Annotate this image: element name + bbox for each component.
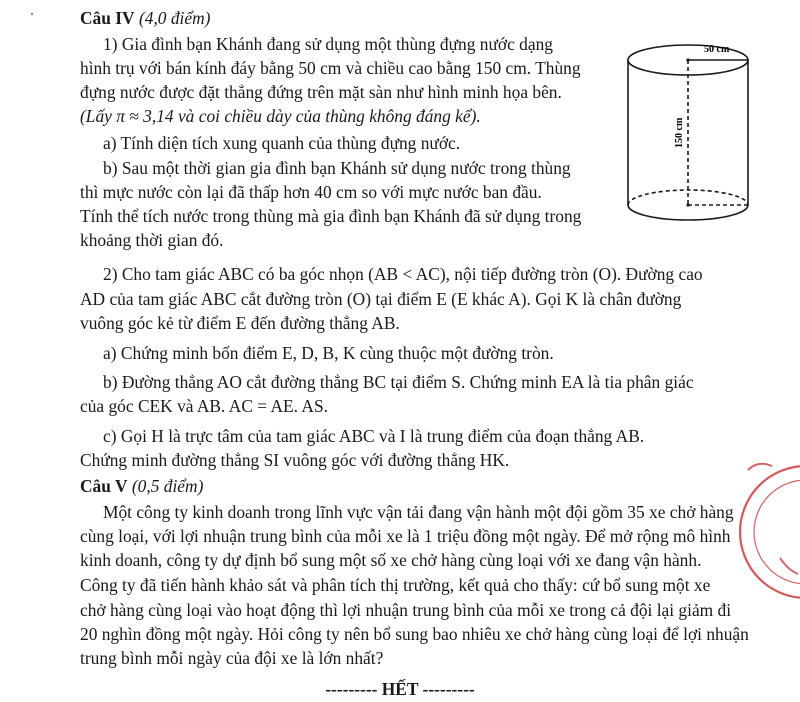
q4-p1-b-line-1: b) Sau một thời gian gia đình bạn Khánh sử dụng nước trong thùng (103, 158, 571, 178)
q4-p2-line-1: 2) Cho tam giác ABC có ba góc nhọn (AB < AC), nội tiếp đường tròn (O). Đường cao (103, 264, 703, 284)
q5-line-7: trung bình mỗi ngày của đội xe là lớn nhất? (80, 648, 384, 668)
q4-p2-a: a) Chứng minh bốn điểm E, D, B, K cùng thuộc một đường tròn. (103, 343, 554, 363)
bottom-center-point (686, 203, 689, 206)
q5-heading (80, 474, 203, 498)
q4-title: Câu IV (80, 8, 135, 28)
q4-p2-c-line-2: Chứng minh đường thẳng SI vuông góc với đường thẳng HK. (80, 450, 510, 470)
q4-p2-b-line-2: của góc CEK và AB. AC = AE. AS. (80, 396, 328, 416)
q4-p2-b-line-1: b) Đường thẳng AO cắt đường thẳng BC tại điểm S. Chứng minh EA là tia phân giác (103, 372, 694, 392)
radius-label: 50 cm (704, 44, 730, 55)
q5-line-1: Một công ty kinh doanh trong lĩnh vực vận tải đang vận hành một đội gồm 35 xe chở hàng (103, 502, 734, 522)
q4-p1-line-1: 1) Gia đình bạn Khánh đang sử dụng một thùng đựng nước dạng (103, 34, 553, 54)
q4-p2-line-3: vuông góc kẻ từ điểm E đến đường thẳng AB. (80, 313, 400, 333)
q4-heading (80, 6, 210, 30)
q4-p2-line-2: AD của tam giác ABC cắt đường tròn (O) tại điểm E (E khác A). Gọi K là chân đường (80, 289, 682, 309)
q4-p1-b-line-2: thì mực nước còn lại đã thấp hơn 40 cm so với mực nước ban đầu. (80, 182, 542, 202)
q4-p1-line-3: đựng nước được đặt thẳng đứng trên mặt sàn như hình minh họa bên. (80, 82, 562, 102)
footer-end-marker: --------- HẾT --------- (325, 679, 475, 699)
scan-dot (31, 13, 33, 15)
q4-p1-b-line-3: Tính thể tích nước trong thùng mà gia đình bạn Khánh đã sử dụng trong (80, 206, 582, 226)
q5-title: Câu V (80, 476, 128, 496)
q5-line-4: Công ty đã tiến hành khảo sát và phân tích thị trường, kết quả cho thấy: cứ bổ sung một xe (80, 575, 711, 595)
official-stamp (728, 450, 800, 600)
height-label: 150 cm (674, 117, 685, 148)
top-center-point (686, 58, 689, 61)
q4-p1-b-line-4: khoảng thời gian đó. (80, 230, 224, 250)
q4-p1-a: a) Tính diện tích xung quanh của thùng đựng nước. (103, 133, 461, 153)
q5-line-5: chở hàng cùng loại vào hoạt động thì lợi nhuận trung bình của mỗi xe trong cả đội lại giảm đi (80, 600, 732, 620)
cylinder-bottom-front (628, 205, 748, 220)
q5-line-6: 20 nghìn đồng một ngày. Hỏi công ty nên bổ sung bao nhiêu xe chở hàng cùng loại để lợi nhuận (80, 624, 749, 644)
q4-p1-line-4: (Lấy π ≈ 3,14 và coi chiều dày của thùng không đáng kể). (80, 106, 481, 126)
cylinder-figure (618, 38, 763, 233)
q4-p1-line-2: hình trụ với bán kính đáy bằng 50 cm và chiều cao bằng 150 cm. Thùng (80, 58, 581, 78)
q5-line-3: kinh doanh, công ty dự định bổ sung một số xe chở hàng cùng loại với xe đang vận hành. (80, 550, 702, 570)
q4-points: (4,0 điểm) (138, 8, 211, 28)
q5-line-2: cùng loại, với lợi nhuận trung bình của mỗi xe là 1 triệu đồng một ngày. Để mở rộng mô hình (80, 526, 731, 546)
q4-p2-c-line-1: c) Gọi H là trực tâm của tam giác ABC và I là trung điểm của đoạn thẳng AB. (103, 426, 645, 446)
q5-points: (0,5 điểm) (131, 476, 204, 496)
